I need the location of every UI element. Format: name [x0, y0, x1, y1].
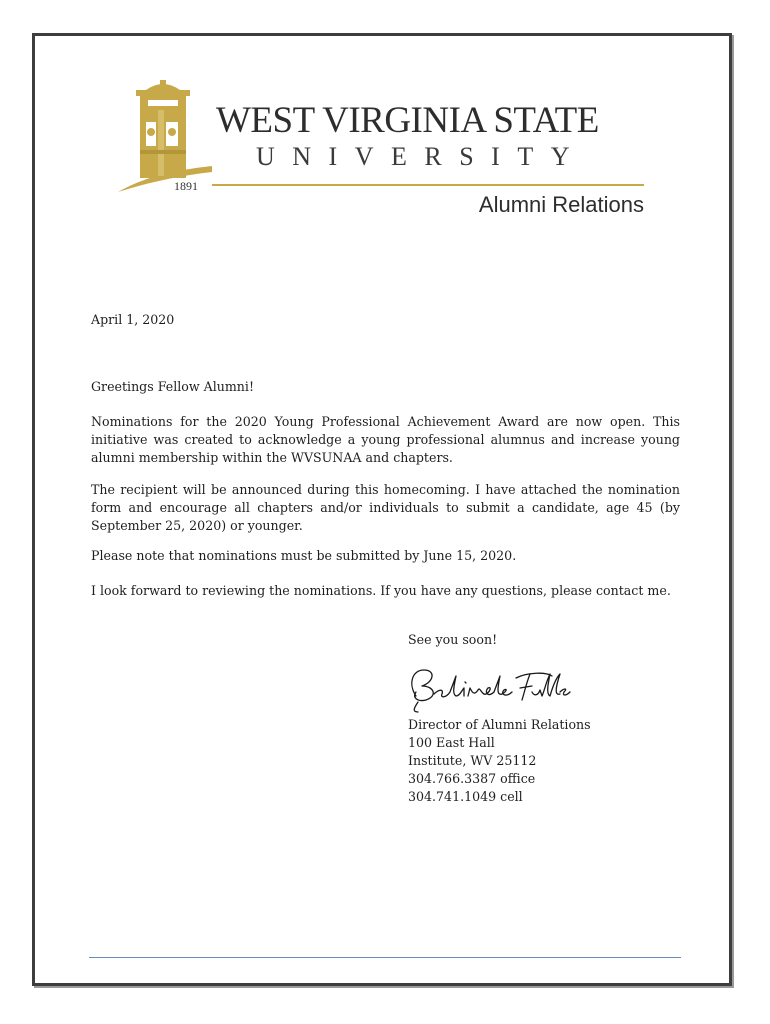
letter-date: April 1, 2020	[91, 312, 175, 327]
sender-phone-cell: 304.741.1049 cell	[408, 789, 523, 804]
sender-address-line1: 100 East Hall	[408, 735, 495, 750]
founded-year: 1891	[174, 179, 198, 193]
sender-title: Director of Alumni Relations	[408, 717, 591, 732]
footer-divider	[89, 957, 681, 958]
sender-phone-office: 304.766.3387 office	[408, 771, 536, 786]
paragraph-deadline: Please note that nominations must be submitted by June 15, 2020.	[91, 548, 517, 563]
paragraph-nominations-open: Nominations for the 2020 Young Professional Achievement Award are now open. This initiative was created to acknowledge a young professional alumnus and increase young alumni membership within the WVSUNAA and chapters.	[91, 414, 680, 465]
letter-greeting: Greetings Fellow Alumni!	[91, 379, 255, 394]
paragraph-recipient: The recipient will be announced during this homecoming. I have attached the nomination form and encourage all chapters and/or individuals to submit a candidate, age 45 (by September 25, 2020) or younger.	[91, 482, 680, 533]
handwritten-signature	[404, 662, 574, 714]
sender-address-line2: Institute, WV 25112	[408, 753, 537, 768]
clock-tower-icon	[116, 80, 216, 200]
sender-details	[408, 716, 591, 806]
letter-closing: See you soon!	[408, 632, 498, 647]
university-name: WEST VIRGINIA STATE	[216, 100, 599, 141]
department-name: Alumni Relations	[478, 192, 644, 217]
logo-divider	[212, 184, 644, 186]
paragraph-closing-remark: I look forward to reviewing the nominations. If you have any questions, please contact me.	[91, 583, 671, 598]
university-logo	[116, 80, 656, 230]
university-subtitle: UNIVERSITY	[256, 142, 587, 171]
